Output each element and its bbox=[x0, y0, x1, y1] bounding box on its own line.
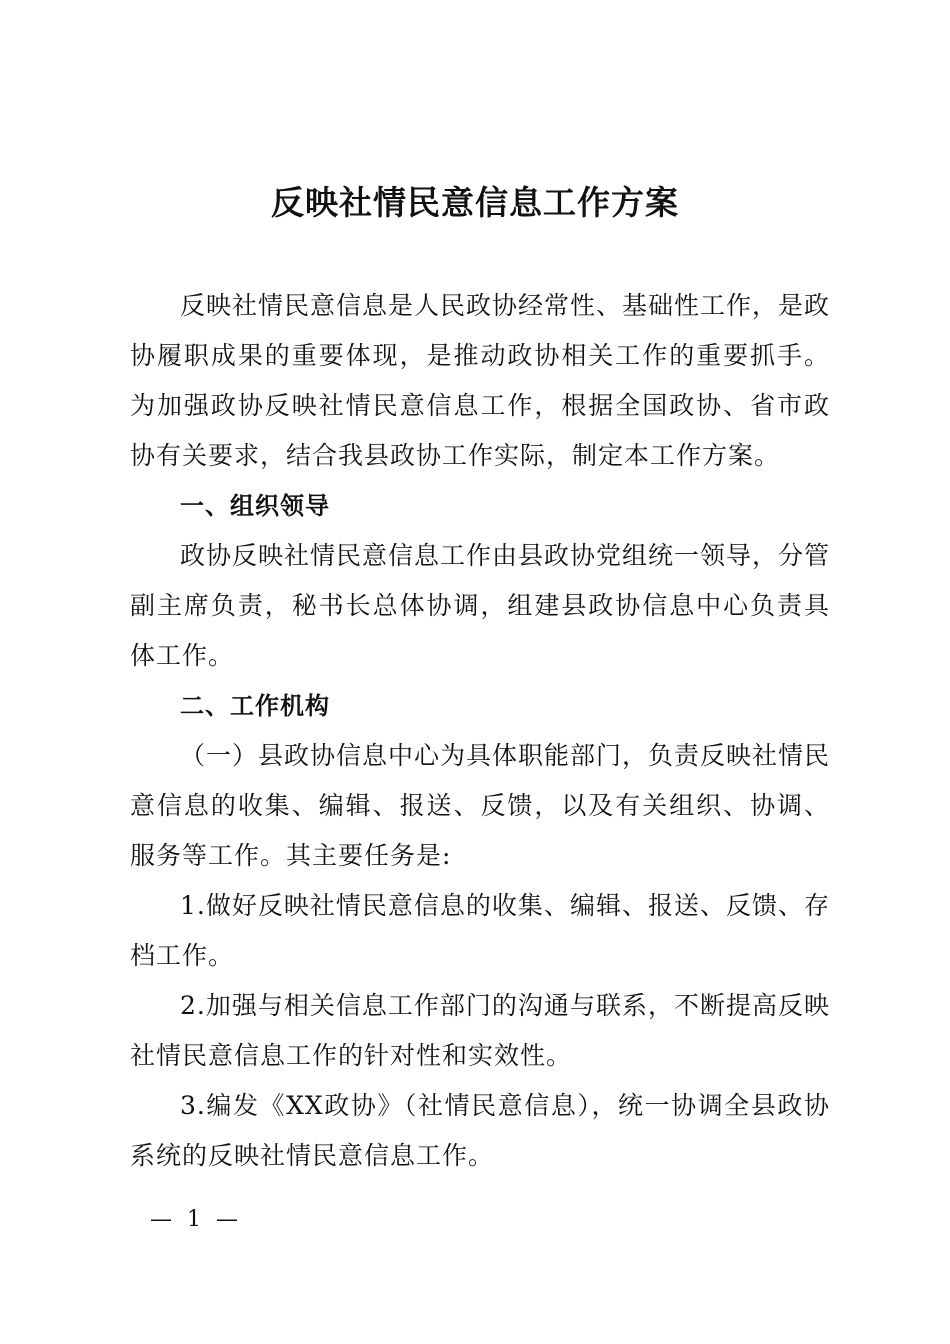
section-heading-institution: 二、工作机构 bbox=[180, 692, 330, 720]
document-body bbox=[130, 281, 830, 1181]
organization-paragraph: 政协反映社情民意信息工作由县政协党组统一领导，分管副主席负责，秘书长总体协调，组建县政协信息中心负责具体工作。 bbox=[130, 541, 831, 670]
intro-paragraph: 反映社情民意信息是人民政协经常性、基础性工作，是政协履职成果的重要体现，是推动政协相关工作的重要抓手。为加强政协反映社情民意信息工作，根据全国政协、省市政协有关要求，结合我县政协工作实际，制定本工作方案。 bbox=[130, 291, 831, 470]
page-number: — 1 — bbox=[150, 1207, 242, 1232]
task-item-2: 2.加强与相关信息工作部门的沟通与联系，不断提高反映社情民意信息工作的针对性和实效性。 bbox=[130, 991, 830, 1070]
section-heading-organization: 一、组织领导 bbox=[180, 492, 330, 520]
task-item-1: 1.做好反映社情民意信息的收集、编辑、报送、反馈、存档工作。 bbox=[130, 891, 830, 970]
task-item-3: 3.编发《XX政协》（社情民意信息），统一协调全县政协系统的反映社情民意信息工作。 bbox=[130, 1091, 830, 1170]
document-title: 反映社情民意信息工作方案 bbox=[271, 183, 679, 222]
institution-paragraph: （一）县政协信息中心为具体职能部门，负责反映社情民意信息的收集、编辑、报送、反馈，以及有关组织、协调、服务等工作。其主要任务是: bbox=[130, 741, 831, 870]
